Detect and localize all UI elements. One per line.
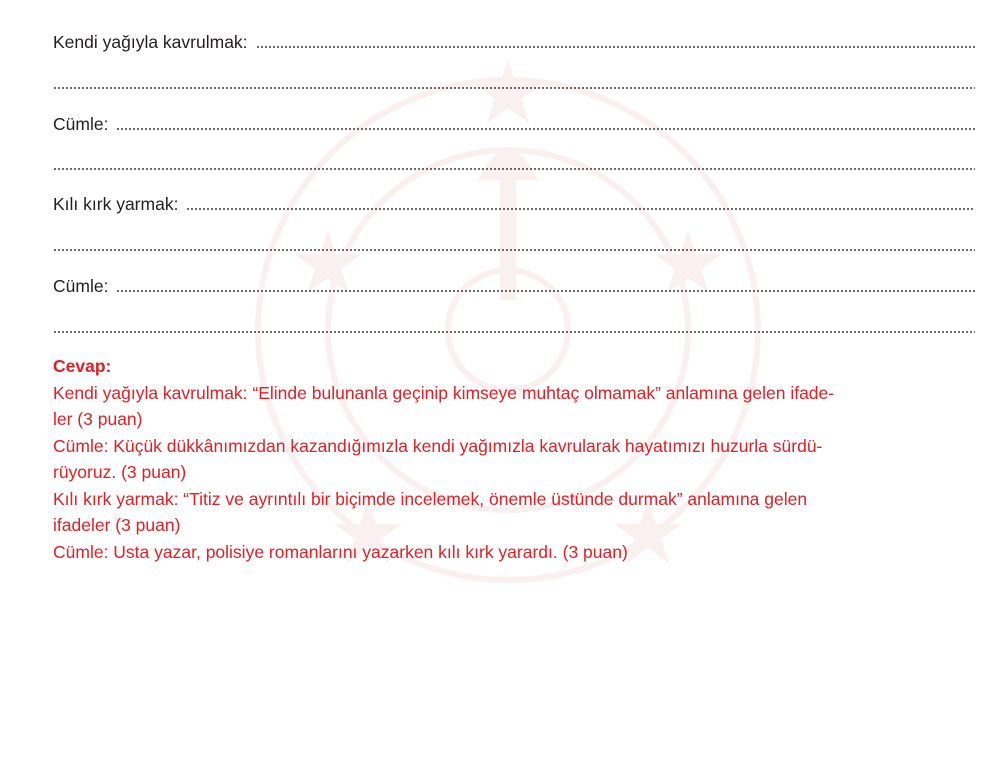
answer-line-text: Kılı kırk yarmak: “Titiz ve ayrıntılı bir biçimde incelemek, önemle üstünde durmak” anlamına gelen xyxy=(53,488,808,509)
dotted-blank xyxy=(256,46,975,48)
dotted-blank xyxy=(53,249,975,251)
dotted-blank xyxy=(53,87,975,89)
answer-line-text: ler (3 puan) xyxy=(53,409,143,429)
line-label: Cümle: xyxy=(53,114,109,134)
answer-line[interactable] xyxy=(53,231,975,255)
dotted-blank xyxy=(53,168,975,170)
answer-line-text: Cümle: Küçük dükkânımızdan kazandığımızla kendi yağımızla kavrularak hayatımızı huzurla sürdü- xyxy=(53,435,823,456)
line-label: Cümle: xyxy=(53,276,109,296)
answer-line[interactable] xyxy=(53,110,975,134)
answer-line-text: Kendi yağıyla kavrulmak: “Elinde bulunanla geçinip kimseye muhtaç olmamak” anlamına gelen ifade- xyxy=(53,382,835,403)
dotted-blank xyxy=(116,128,975,130)
answer-line[interactable] xyxy=(53,190,975,214)
dotted-blank xyxy=(186,208,975,210)
line-label: Kendi yağıyla kavrulmak: xyxy=(53,32,248,52)
answer-line[interactable] xyxy=(53,150,975,174)
answer-line[interactable] xyxy=(53,69,975,93)
answer-line[interactable] xyxy=(53,313,975,337)
answer-line-text: rüyoruz. (3 puan) xyxy=(53,462,187,482)
answer-line-text: Cümle: Usta yazar, polisiye romanlarını yazarken kılı kırk yarardı. (3 puan) xyxy=(53,541,628,562)
answer-line[interactable] xyxy=(53,272,975,296)
answer-line-text: ifadeler (3 puan) xyxy=(53,515,181,535)
dotted-blank xyxy=(116,290,975,292)
answer-line[interactable] xyxy=(53,28,975,52)
line-label: Kılı kırk yarmak: xyxy=(53,194,179,214)
dotted-blank xyxy=(53,331,975,333)
answer-block xyxy=(53,353,983,565)
answer-title: Cevap: xyxy=(53,356,112,376)
